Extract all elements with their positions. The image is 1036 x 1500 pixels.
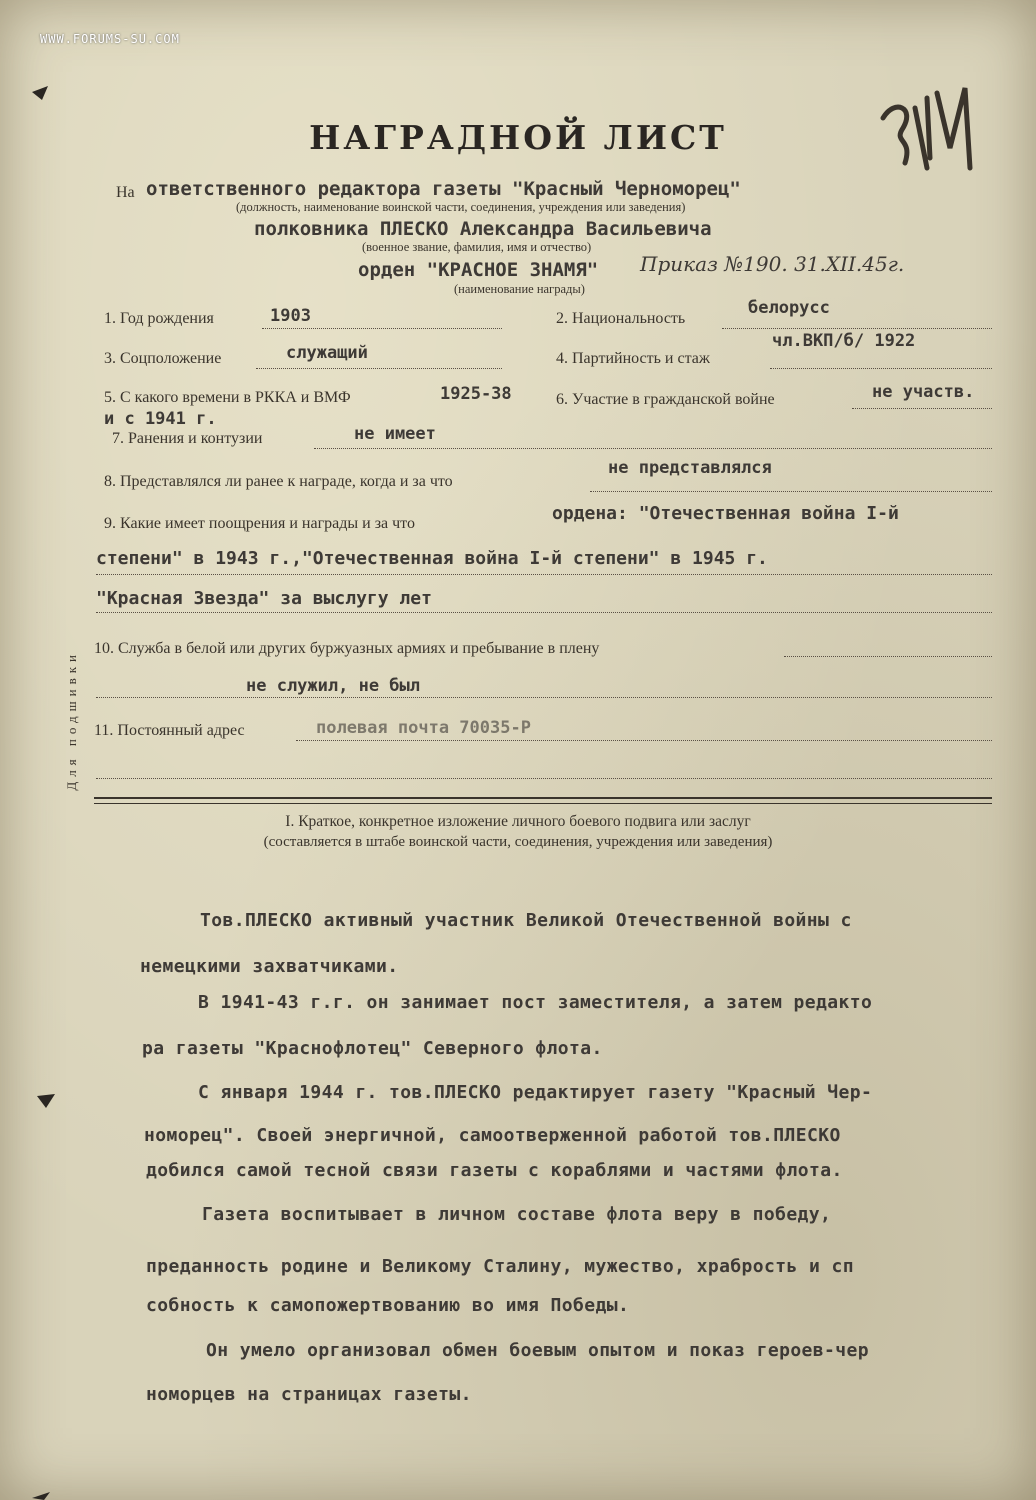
body-line: номорцев на страницах газеты. — [146, 1384, 472, 1405]
field-9-value-3: "Красная Звезда" за выслугу лет — [96, 588, 432, 609]
watermark: WWW.FORUMS-SU.COM — [40, 32, 180, 46]
field-8-value: не представлялся — [608, 458, 772, 478]
award-caption: (наименование награды) — [454, 282, 585, 296]
document-title: НАГРАДНОЙ ЛИСТ — [309, 118, 727, 157]
field-9-line-3 — [96, 612, 992, 613]
field-6-value: не участв. — [872, 382, 975, 402]
na-label: На — [116, 184, 135, 201]
field-4-line — [770, 368, 992, 369]
section-title: I. Краткое, конкретное изложение личного боевого подвига или заслуг — [285, 813, 751, 830]
punch-mark-icon — [34, 1086, 58, 1110]
field-10-line-2 — [96, 697, 992, 698]
field-5-value-a: 1925-38 — [440, 384, 512, 404]
field-10-value: не служил, не был — [246, 676, 420, 696]
section-top-rule-thin — [94, 803, 992, 804]
body-line: ра газеты "Краснофлотец" Северного флота. — [142, 1038, 603, 1059]
field-5-value-b: и с 1941 г. — [104, 409, 217, 429]
field-2-value: белорусс — [748, 298, 830, 318]
field-10-line-1 — [784, 656, 992, 657]
section-subtitle: (составляется в штабе воинской части, соединения, учреждения или заведения) — [263, 834, 773, 850]
body-line: добился самой тесной связи газеты с кораблями и частями флота. — [146, 1160, 843, 1181]
field-1-value: 1903 — [270, 306, 311, 326]
punch-mark-icon — [28, 80, 52, 104]
body-line: немецкими захватчиками. — [140, 956, 399, 977]
field-7-line — [314, 448, 992, 449]
field-10-label: 10. Служба в белой или других буржуазных армиях и пребывание в плену — [94, 640, 600, 657]
field-4-value: чл.ВКП/б/ 1922 — [772, 331, 916, 351]
field-11-line-2 — [96, 778, 992, 779]
body-line: Тов.ПЛЕСКО активный участник Великой Отечественной войны с — [200, 910, 852, 931]
position-value: ответственного редактора газеты "Красный Черноморец" — [146, 178, 741, 200]
body-line: собность к самопожертвованию во имя Победы. — [146, 1295, 630, 1316]
field-4-label: 4. Партийность и стаж — [556, 350, 710, 367]
field-1-line — [262, 328, 502, 329]
field-3-value: служащий — [286, 343, 368, 363]
field-8-line — [590, 491, 992, 492]
field-9-line-2 — [96, 574, 992, 575]
field-7-value: не имеет — [354, 424, 436, 444]
body-line: С января 1944 г. тов.ПЛЕСКО редактирует газету "Красный Чер- — [198, 1082, 873, 1103]
field-1-label: 1. Год рождения — [104, 310, 214, 327]
field-2-line — [722, 328, 992, 329]
body-line: Он умело организовал обмен боевым опытом и показ героев-чер — [206, 1340, 869, 1361]
body-line: Газета воспитывает в личном составе флота веру в победу, — [202, 1204, 832, 1225]
body-line: преданность родине и Великому Сталину, мужество, храбрость и сп — [146, 1256, 854, 1277]
field-9-value-2: степени" в 1943 г.,"Отечественная война I-й степени" в 1945 г. — [96, 548, 768, 569]
award-value: орден "КРАСНОЕ ЗНАМЯ" — [358, 259, 599, 281]
handwritten-order: Приказ №190. 31.XII.45г. — [640, 252, 905, 276]
field-11-line-1 — [296, 740, 992, 741]
field-6-label: 6. Участие в гражданской войне — [556, 391, 775, 408]
field-9-label: 9. Какие имеет поощрения и награды и за что — [104, 515, 415, 532]
body-line: номорец". Своей энергичной, самоотверженной работой тов.ПЛЕСКО — [144, 1125, 841, 1146]
punch-mark-icon — [30, 1490, 52, 1500]
field-11-label: 11. Постоянный адрес — [94, 722, 245, 739]
binding-margin-note: Для подшивки — [64, 650, 79, 791]
field-9-value-1: ордена: "Отечественная война I-й — [552, 503, 899, 524]
field-3-line — [256, 368, 502, 369]
field-7-label: 7. Ранения и контузии — [112, 430, 263, 447]
field-8-label: 8. Представлялся ли ранее к награде, когда и за что — [104, 473, 453, 490]
field-11-value: полевая почта 70035-Р — [316, 718, 531, 738]
name-value: полковника ПЛЕСКО Александра Васильевича — [254, 218, 712, 240]
field-2-label: 2. Национальность — [556, 310, 686, 327]
field-5-label: 5. С какого времени в РККА и ВМФ — [104, 389, 351, 406]
section-top-rule — [94, 797, 992, 799]
name-caption: (военное звание, фамилия, имя и отчество) — [362, 240, 592, 254]
field-3-label: 3. Соцположение — [104, 350, 222, 367]
position-caption: (должность, наименование воинской части, соединения, учреждения или заведения) — [236, 200, 686, 214]
body-line: В 1941-43 г.г. он занимает пост заместителя, а затем редакто — [198, 992, 873, 1013]
field-6-line — [852, 408, 992, 409]
